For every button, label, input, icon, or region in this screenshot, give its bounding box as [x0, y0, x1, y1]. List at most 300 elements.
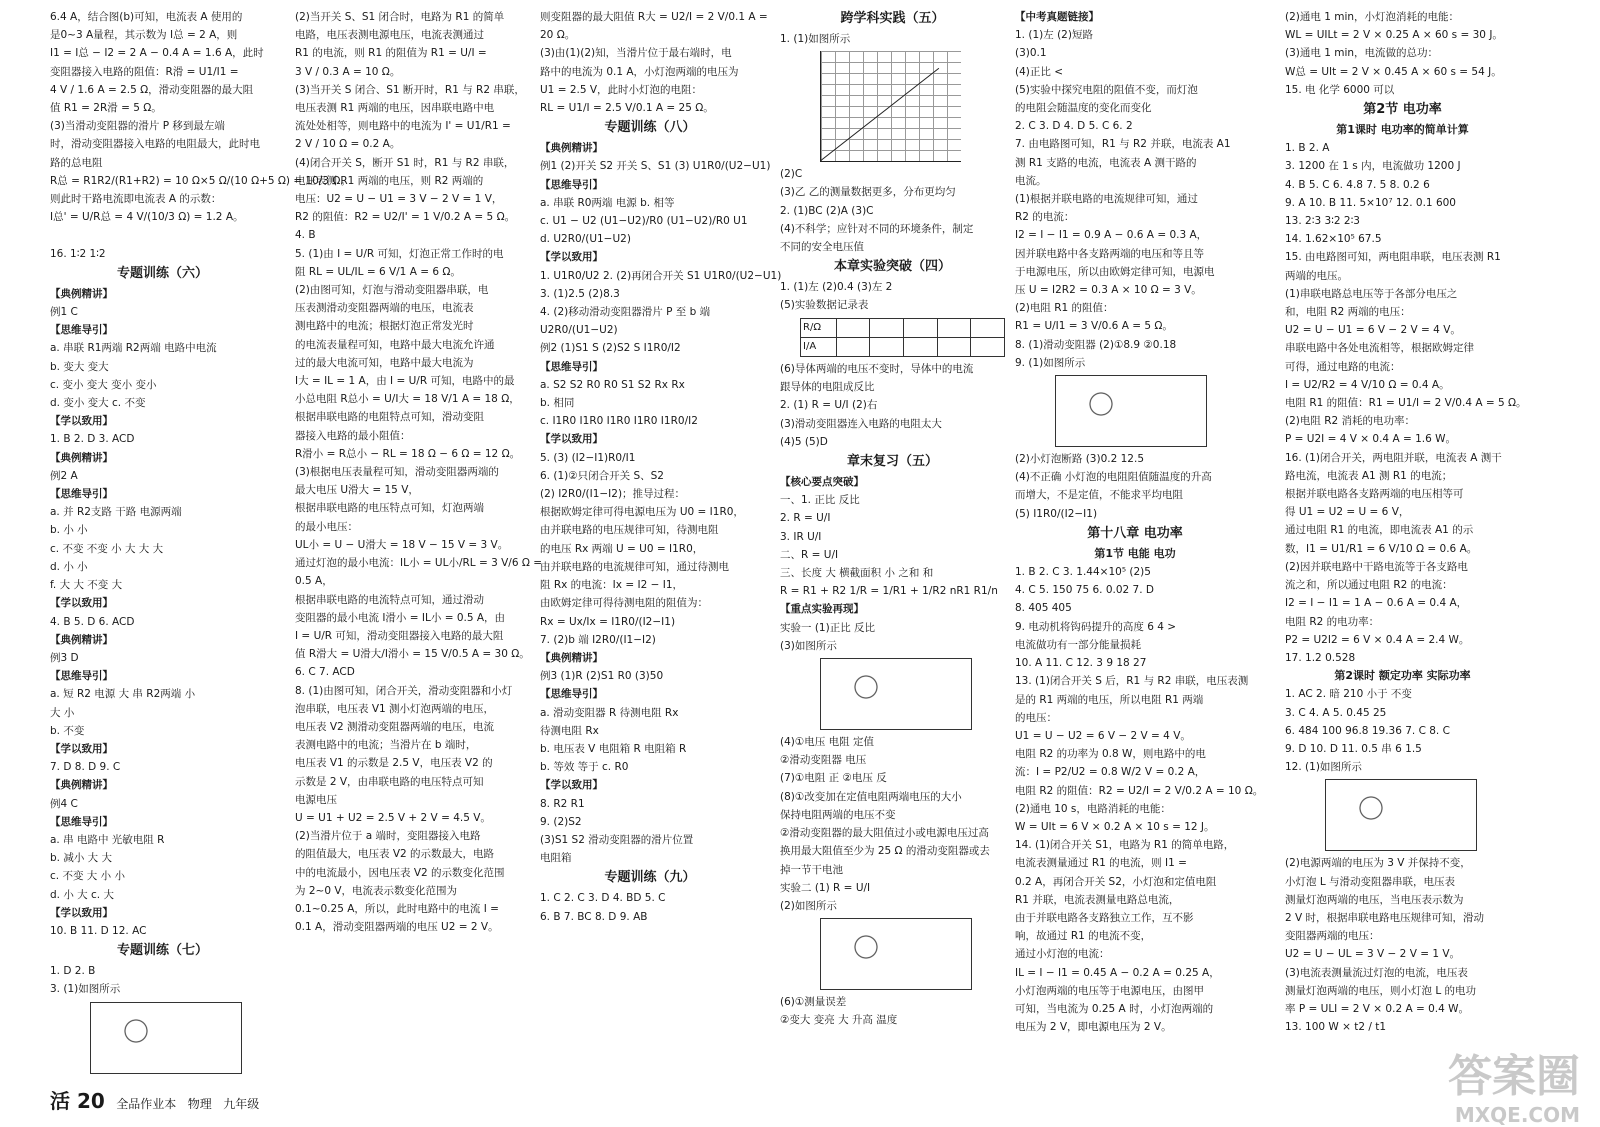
- answer-line: b. 小 小: [50, 524, 88, 537]
- table-cell: [904, 318, 938, 337]
- answer-line: 因并联电路中各支路两端的电压和等且等: [1015, 247, 1204, 260]
- answer-line: (7)①电阻 正 ②电压 反: [780, 772, 887, 785]
- answer-line: 路的总电阻: [50, 156, 103, 169]
- answer-line: I2 = I − I1 = 1 A − 0.6 A = 0.4 A，: [1285, 597, 1468, 610]
- answer-line: 例3 D: [50, 651, 79, 664]
- answer-line: 0.5 A，: [295, 575, 333, 588]
- answer-line: 两端的电压。: [1285, 269, 1348, 282]
- answer-line: (4)正比 <: [1015, 65, 1064, 78]
- section-tag: 【思维导引】: [50, 488, 113, 501]
- answer-line: 小灯泡 L 与滑动变阻器串联，电压表: [1285, 875, 1456, 888]
- answer-line: d. 小 大 c. 大: [50, 888, 114, 901]
- section-tag: 【学以致用】: [50, 597, 113, 610]
- answer-line: UL小 = U − U滑大 = 18 V − 15 V = 3 V。: [295, 538, 509, 551]
- answer-line: 4. B 5. D 6. ACD: [50, 615, 135, 628]
- answer-line: 是的 R1 两端的电压，所以电阻 R1 两端: [1015, 693, 1204, 706]
- iu-graph-figure: [820, 51, 961, 162]
- answer-line: (5)实验中探究电阻的阻值不变，而灯泡: [1015, 83, 1198, 96]
- answer-line: (2)由图可知，灯泡与滑动变阻器串联，电: [295, 284, 489, 297]
- answer-line: 和，电阻 R2 两端的电压：: [1285, 306, 1411, 319]
- section-tag: 【典例精讲】: [540, 142, 603, 155]
- answer-line: 例3 (1)R (2)S1 R0 (3)50: [540, 670, 664, 683]
- answer-line: 的电压：: [1015, 711, 1057, 724]
- answer-line: 9. A 10. B 11. 5×10⁷ 12. 0.1 600: [1285, 196, 1456, 209]
- answer-line: 跟导体的电阻成反比: [780, 381, 875, 394]
- answer-line: 的阻值最大，电压表 V2 的示数最大，电路: [295, 848, 495, 861]
- section-heading: 专题训练（六）: [116, 265, 208, 281]
- answer-line: 13. (1)闭合开关 S 后，R1 与 R2 串联，电压表测: [1015, 675, 1249, 688]
- watermark-text: 答案圈: [1448, 1051, 1580, 1102]
- section-tag: 【学以致用】: [540, 779, 603, 792]
- answer-line: 通过小灯泡的电流：: [1015, 948, 1110, 961]
- answer-line: 不同的安全电压值: [780, 241, 864, 254]
- answer-line: (2)当滑片位于 a 端时，变阻器接入电路: [295, 830, 481, 843]
- section-heading: 专题训练（九）: [604, 870, 696, 886]
- section-tag: 【典例精讲】: [50, 633, 113, 646]
- answer-column-6: [1285, 8, 1527, 1078]
- answer-line: 14. 1.62×10⁵ 67.5: [1285, 233, 1382, 246]
- answer-line: 8. R2 R1: [540, 797, 585, 810]
- answer-line: 待测电阻 Rx: [540, 724, 599, 737]
- answer-line: a. 并 R2支路 干路 电源两端: [50, 506, 182, 519]
- answer-line: 根据串联电路的电流特点可知，通过滑动: [295, 593, 484, 606]
- section-tag: 【思维导引】: [540, 178, 603, 191]
- section-tag: 【学以致用】: [540, 433, 603, 446]
- answer-line: 1. (1)如图所示: [780, 33, 851, 45]
- answer-line: 变阻器接入电路的阻值：R滑 = U1/I1 =: [50, 65, 239, 78]
- answer-line: 2 V 时，根据串联电路电压规律可知，滑动: [1285, 911, 1485, 924]
- answer-line: 3. C 4. A 5. 0.45 25: [1285, 706, 1387, 719]
- answer-line: 2. (1)BC (2)A (3)C: [780, 204, 874, 217]
- table-cell: [937, 318, 971, 337]
- section-tag: 【思维导引】: [50, 324, 113, 337]
- answer-line: (2) I2R0/(I1−I2)；推导过程：: [540, 488, 686, 501]
- answer-line: 14. (1)闭合开关 S1，电路为 R1 的简单电路，: [1015, 839, 1235, 852]
- table-cell: [870, 318, 904, 337]
- watermark-url: MXQE.COM: [1454, 1103, 1580, 1127]
- answer-line: 二、R = U/I: [780, 548, 839, 561]
- answer-line: 流：I = P2/U2 = 0.8 W/2 V = 0.2 A，: [1015, 766, 1206, 779]
- subsection-heading: 第1节 电能 电功: [1094, 546, 1176, 560]
- answer-line: 通过电阻 R1 的电流，即电流表 A1 的示: [1285, 524, 1474, 537]
- answer-line: 2. C 3. D 4. D 5. C 6. 2: [1015, 120, 1133, 133]
- answer-line: RL = U1/I = 2.5 V/0.1 A = 25 Ω。: [540, 102, 714, 115]
- table-cell: [971, 318, 1005, 337]
- circuit-diagram: [820, 918, 972, 990]
- answer-line: d. 小 小: [50, 560, 88, 573]
- section-tag: 【典例精讲】: [50, 287, 113, 300]
- answer-line: 例1 (2)开关 S2 开关 S、S1 (3) U1R0/(U2−U1): [540, 160, 771, 173]
- answer-line: (1)串联电路总电压等于各部分电压之: [1285, 287, 1458, 300]
- table-cell: [870, 337, 904, 356]
- answer-line: a. S2 S2 R0 R0 S1 S2 Rx Rx: [540, 378, 685, 391]
- answer-line: 电流表测量通过 R1 的电流，则 I1 =: [1015, 857, 1187, 870]
- answer-line: 阻 RL = UL/IL = 6 V/1 A = 6 Ω。: [295, 265, 461, 278]
- answer-line: 根据欧姆定律可得电源电压为 U0 = I1R0，: [540, 506, 744, 519]
- answer-line: 3. 1200 在 1 s 内，电流做功 1200 J: [1285, 160, 1461, 173]
- answer-line: 电压表 V1 的示数是 2.5 V，电压表 V2 的: [295, 757, 493, 770]
- answer-line: 小灯泡两端的电压等于电源电压，由图甲: [1015, 984, 1204, 997]
- answer-line: b. 减小 大 大: [50, 852, 113, 865]
- answer-line: 5. (3) (I2−I1)R0/I1: [540, 451, 636, 464]
- answer-line: 1. B 2. A: [1285, 142, 1330, 155]
- answer-line: (8)①改变加在定值电阻两端电压的大小: [780, 790, 962, 803]
- answer-line: 电阻箱: [540, 852, 572, 865]
- answer-line: 则变阻器的最大阻值 R大 = U2/I = 2 V/0.1 A =: [540, 11, 768, 23]
- answer-line: 7. (2)b 端 I2R0/(I1−I2): [540, 633, 656, 646]
- answer-line: WL = UILt = 2 V × 0.25 A × 60 s = 30 J。: [1285, 29, 1503, 42]
- answer-line: (1)根据并联电路的电流规律可知，通过: [1015, 193, 1198, 206]
- grade-name: 九年级: [223, 1097, 260, 1111]
- answer-line: 通过灯泡的最小电流：IL小 = UL小/RL = 3 V/6 Ω =: [295, 557, 543, 570]
- answer-line: 可得，通过电路的电流：: [1285, 360, 1401, 373]
- answer-line: 压表测滑动变阻器两端的电压，电流表: [295, 302, 474, 315]
- subsection-heading: 第1课时 电功率的简单计算: [1336, 123, 1469, 137]
- answer-line: (3)由(1)(2)知，当滑片位于最右端时，电: [540, 47, 732, 60]
- answer-line: a. 串联 R0两端 电源 b. 相等: [540, 196, 675, 209]
- answer-line: 6.4 A，结合图(b)可知，电流表 A 使用的: [50, 11, 243, 23]
- answer-line: 15. 电 化学 6000 可以: [1285, 83, 1395, 96]
- answer-line: R2 的阻值：R2 = U2/I' = 1 V/0.2 A = 5 Ω。: [295, 211, 516, 224]
- answer-line: (2)电源两端的电压为 3 V 并保持不变，: [1285, 857, 1471, 870]
- answer-line: 1. (1)左 (2)0.4 (3)左 2: [780, 281, 893, 294]
- answer-line: b. 等效 等于 c. R0: [540, 761, 629, 774]
- answer-line: (5) I1R0/(I2−I1): [1015, 507, 1098, 520]
- answer-line: b. 变大 变大: [50, 360, 109, 373]
- answer-line: 变阻器的最小电流 I滑小 = IL小 = 0.5 A，由: [295, 611, 506, 624]
- answer-line: 4. (2)移动滑动变阻器滑片 P 至 b 端: [540, 306, 711, 319]
- table-cell: I/A: [801, 337, 837, 356]
- answer-line: (3)电流表测量流过灯泡的电流，电压表: [1285, 966, 1468, 979]
- answer-line: U1 = 2.5 V，此时小灯泡的电阻：: [540, 83, 703, 96]
- table-cell: [937, 337, 971, 356]
- answer-line: R1 = U/I1 = 3 V/0.6 A = 5 Ω。: [1015, 320, 1173, 333]
- answer-line: 流处处相等，则电路中的电流为 I' = U1/R1 =: [295, 120, 511, 133]
- answer-line: 1. D 2. B: [50, 965, 96, 978]
- answer-line: 9. (2)S2: [540, 815, 582, 828]
- answer-line: 4. C 5. 150 75 6. 0.02 7. D: [1015, 584, 1154, 597]
- answer-line: R总 = R1R2/(R1+R2) = 10 Ω×5 Ω/(10 Ω+5 Ω) = 10/3 Ω。: [50, 174, 351, 187]
- answer-line: 路电流，电流表 A1 测 R1 的电流；: [1285, 469, 1453, 482]
- answer-line: 根据并联电路各支路两端的电压相等可: [1285, 488, 1464, 501]
- answer-line: 由并联电路的电压规律可知，待测电阻: [540, 524, 719, 537]
- answer-line: 0.2 A，再闭合开关 S2，小灯泡和定值电阻: [1015, 875, 1217, 888]
- section-tag: 【思维导引】: [540, 688, 603, 701]
- answer-line: (3)S1 S2 滑动变阻器的滑片位置: [540, 833, 694, 846]
- answer-line: 电流。: [1015, 174, 1047, 187]
- answer-line: 2. (1) R = U/I (2)右: [780, 399, 878, 412]
- answer-line: 电压表测 R1 两端的电压，因串联电路中电: [295, 102, 495, 115]
- section-tag: 【思维导引】: [540, 360, 603, 373]
- answer-line: 器接入电路的最小阻值：: [295, 429, 411, 442]
- answer-line: 得 U1 = U2 = U = 6 V，: [1285, 506, 1410, 519]
- answer-line: 4. B 5. C 6. 4.8 7. 5 8. 0.2 6: [1285, 178, 1430, 191]
- section-tag: 【中考真题链接】: [1015, 11, 1099, 23]
- answer-line: 掉一节干电池: [780, 863, 843, 876]
- answer-line: (2)当开关 S、S1 闭合时，电路为 R1 的简单: [295, 11, 505, 23]
- answer-line: R1 并联，电流表测量电路总电流，: [1015, 893, 1180, 906]
- answer-line: 16. (1)闭合开关，两电阻并联，电流表 A 测干: [1285, 451, 1502, 464]
- answer-line: 7. D 8. D 9. C: [50, 761, 121, 774]
- answer-line: 于电源电压，所以由欧姆定律可知，电源电: [1015, 265, 1215, 278]
- answer-line: 2. R = U/I: [780, 512, 831, 525]
- answer-line: 电压为 2 V，即电源电压为 2 V。: [1015, 1021, 1172, 1034]
- answer-line: 电阻 R2 的阻值：R2 = U2/I = 2 V/0.2 A = 10 Ω。: [1015, 784, 1264, 797]
- answer-line: 3 V / 0.3 A = 10 Ω。: [295, 65, 401, 78]
- answer-line: 15. 由电路图可知，两电阻串联，电压表测 R1: [1285, 251, 1501, 264]
- answer-line: a. 串 电路中 光敏电阻 R: [50, 833, 165, 846]
- answer-line: 0.1 A，滑动变阻器两端的电压 U2 = 2 V。: [295, 921, 499, 934]
- answer-line: 16. 1∶2 1∶2: [50, 247, 106, 260]
- answer-line: 是0~3 A量程，其示数为 I总 = 2 A，则: [50, 29, 238, 42]
- section-heading: 专题训练（七）: [116, 943, 208, 959]
- answer-line: 13. 2∶3 3∶2 2∶3: [1285, 215, 1360, 228]
- section-heading: 本章实验突破（四）: [833, 259, 951, 275]
- data-record-table: [800, 318, 1005, 357]
- answer-line: 保持电阻两端的电压不变: [780, 808, 896, 821]
- answer-line: 4. B: [295, 229, 316, 242]
- answer-line: 10. B 11. D 12. AC: [50, 924, 147, 937]
- answer-line: 示数是 2 V，由串联电路的电压特点可知: [295, 775, 484, 788]
- answer-line: 3. IR U/I: [780, 530, 822, 543]
- answer-line: U1 = U − U2 = 6 V − 2 V = 4 V。: [1015, 729, 1191, 742]
- answer-line: 最大电压 U滑大 = 15 V，: [295, 484, 419, 497]
- answer-line: 9. D 10. D 11. 0.5 串 6 1.5: [1285, 742, 1422, 755]
- answer-line: 6. 484 100 96.8 19.36 7. C 8. C: [1285, 724, 1450, 737]
- answer-line: [50, 226, 275, 244]
- answer-line: d. 变小 变大 c. 不变: [50, 397, 146, 410]
- answer-line: 根据串联电路的电压特点可知，灯泡两端: [295, 502, 484, 515]
- answer-line: 大 小: [50, 706, 75, 719]
- table-cell: [904, 337, 938, 356]
- answer-line: (2)如图所示: [780, 899, 837, 912]
- answer-line: 电流做功有一部分能量损耗: [1015, 638, 1141, 651]
- answer-line: 0.1~0.25 A，所以，此时电路中的电流 I =: [295, 902, 499, 915]
- answer-line: 中的电流最小，因电压表 V2 的示数变化范围: [295, 866, 505, 879]
- answer-column-3: [540, 8, 782, 1078]
- answer-line: 实验一 (1)正比 反比: [780, 621, 876, 634]
- answer-line: 1. C 2. C 3. D 4. BD 5. C: [540, 892, 666, 905]
- answer-line: (2)电阻 R2 消耗的电功率：: [1285, 415, 1416, 428]
- answer-line: 5. (1)由 I = U/R 可知，灯泡正常工作时的电: [295, 247, 504, 260]
- answer-line: d. U2R0/(U1−U2): [540, 233, 631, 246]
- answer-line: 由并联电路的电流规律可知，通过待测电: [540, 560, 729, 573]
- answer-line: (5)实验数据记录表: [780, 299, 869, 312]
- section-tag: 【学以致用】: [540, 251, 603, 264]
- answer-line: 的电流表量程可知，电路中最大电流允许通: [295, 338, 495, 351]
- section-tag: 【思维导引】: [50, 670, 113, 683]
- answer-line: 8. 405 405: [1015, 602, 1072, 615]
- section-heading: 第2节 电功率: [1363, 102, 1442, 118]
- section-tag: 【典例精讲】: [50, 779, 113, 792]
- section-tag: 【学以致用】: [50, 415, 113, 428]
- circuit-diagram: [1055, 375, 1207, 447]
- answer-line: R2 的电流：: [1015, 211, 1075, 224]
- answer-line: 可知，当电流为 0.25 A 时，小灯泡两端的: [1015, 1002, 1214, 1015]
- answer-line: (3)乙 乙的测量数据更多，分布更均匀: [780, 186, 956, 199]
- answer-line: 测 R1 支路的电流，电流表 A 测干路的: [1015, 156, 1197, 169]
- answer-line: 1. AC 2. 暗 210 小于 不变: [1285, 688, 1412, 701]
- answer-line: (2)C: [780, 168, 803, 181]
- answer-line: (4)①电压 电阻 定值: [780, 736, 874, 749]
- answer-line: 3. (1)如图所示: [50, 983, 121, 996]
- answer-line: 2 V / 10 Ω = 0.2 A。: [295, 138, 401, 151]
- answer-line: 例2 (1)S1 S (2)S2 S I1R0/I2: [540, 342, 681, 355]
- answer-line: 流之和，所以通过电阻 R2 的电流：: [1285, 579, 1453, 592]
- answer-line: 数，I1 = U1/R1 = 6 V/10 Ω = 0.6 A。: [1285, 542, 1478, 555]
- watermark-logo: [1380, 1040, 1580, 1127]
- answer-line: R滑小 = R总小 − RL = 18 Ω − 6 Ω = 12 Ω。: [295, 447, 521, 460]
- answer-line: ②变大 变亮 大 升高 温度: [780, 1014, 898, 1027]
- answer-line: 三、长度 大 横截面积 小 之和 和: [780, 567, 934, 580]
- answer-line: (2)电阻 R1 的阻值：: [1015, 302, 1114, 315]
- section-tag: 【典例精讲】: [540, 651, 603, 664]
- answer-line: I总' = U/R总 = 4 V/(10/3 Ω) = 1.2 A。: [50, 211, 244, 224]
- answer-line: 压 U = I2R2 = 0.3 A × 10 Ω = 3 V。: [1015, 284, 1202, 297]
- answer-line: a. 滑动变阻器 R 待测电阻 Rx: [540, 706, 679, 719]
- answer-line: 根据串联电路的电阻特点可知，滑动变阻: [295, 411, 484, 424]
- answer-line: c. 不变 大 小 小: [50, 870, 125, 883]
- table-cell: [836, 318, 870, 337]
- answer-line: 1. U1R0/U2 2. (2)再闭合开关 S1 U1R0/(U2−U1): [540, 269, 782, 282]
- answer-line: 1. B 2. C 3. 1.44×10⁵ (2)5: [1015, 566, 1151, 579]
- answer-line: 则此时干路电流即电流表 A 的示数：: [50, 193, 222, 206]
- answer-line: 由欧姆定律可得待测电阻的阻值为：: [540, 597, 708, 610]
- answer-line: (3)通电 1 min，电流做的总功：: [1285, 47, 1439, 60]
- answer-line: ②滑动变阻器的最大阻值过小或电源电压过高: [780, 827, 989, 840]
- answer-line: 的电压 Rx 两端 U = U0 = I1R0，: [540, 542, 704, 555]
- answer-line: 过的最大电流可知，电路中最大电流为: [295, 356, 474, 369]
- answer-line: 实验二 (1) R = U/I: [780, 881, 871, 894]
- answer-line: 3. (1)2.5 (2)8.3: [540, 287, 620, 300]
- answer-line: 1. B 2. D 3. ACD: [50, 433, 135, 446]
- answer-line: I = U2/R2 = 4 V/10 Ω = 0.4 A。: [1285, 378, 1450, 391]
- answer-line: 电阻 R2 的电功率：: [1285, 615, 1380, 628]
- answer-line: 8. (1)滑动变阻器 (2)①8.9 ②0.18: [1015, 338, 1177, 351]
- answer-line: 6. B 7. BC 8. D 9. AB: [540, 910, 648, 923]
- answer-line: a. 串联 R1两端 R2两端 电路中电流: [50, 342, 217, 355]
- answer-line: I = U/R 可知，滑动变阻器接入电路的最大阻: [295, 629, 504, 642]
- answer-line: U = U1 + U2 = 2.5 V + 2 V = 4.5 V。: [295, 811, 491, 824]
- answer-line: 12. (1)如图所示: [1285, 761, 1362, 774]
- answer-line: 9. 电动机将钩码提升的高度 6 4 >: [1015, 620, 1177, 633]
- answer-line: (2)因并联电路中干路电流等于各支路电: [1285, 560, 1468, 573]
- section-heading: 章末复习（五）: [846, 454, 938, 470]
- answer-line: P = U2I = 4 V × 0.4 A = 1.6 W。: [1285, 433, 1457, 446]
- answer-line: U2 = U − UL = 3 V − 2 V = 1 V。: [1285, 948, 1461, 961]
- answer-line: I大 = IL = 1 A，由 I = U/R 可知，电路中的最: [295, 375, 515, 388]
- answer-line: c. I1R0 I1R0 I1R0 I1R0 I1R0/I2: [540, 415, 698, 428]
- answer-line: (2)通电 10 s，电路消耗的电能：: [1015, 802, 1171, 815]
- answer-line: 一、1. 正比 反比: [780, 494, 860, 507]
- circuit-diagram: [1325, 779, 1477, 851]
- answer-line: (6)导体两端的电压不变时，导体中的电流: [780, 363, 974, 376]
- series-name: 全品作业本: [116, 1097, 177, 1111]
- answer-line: 10. A 11. C 12. 3 9 18 27: [1015, 657, 1147, 670]
- answer-line: 值 R滑大 = U滑大/I滑小 = 15 V/0.5 A = 30 Ω。: [295, 648, 530, 661]
- answer-line: 7. 由电路图可知，R1 与 R2 并联，电流表 A1: [1015, 138, 1231, 151]
- section-tag: 【重点实验再现】: [780, 603, 864, 616]
- circuit-diagram: [90, 1002, 242, 1074]
- answer-line: 的最小电压：: [295, 520, 358, 533]
- answer-line: 测量灯泡两端的电压，当电压表示数为: [1285, 893, 1464, 906]
- subject-name: 物理: [187, 1097, 212, 1111]
- answer-line: I1 = I总 − I2 = 2 A − 0.4 A = 1.6 A，此时: [50, 47, 264, 60]
- answer-line: 的电阻会随温度的变化而变化: [1015, 102, 1152, 115]
- answer-line: 电压：U2 = U − U1 = 3 V − 2 V = 1 V，: [295, 193, 503, 206]
- answer-line: 阻 Rx 的电流：Ix = I2 − I1，: [540, 579, 683, 592]
- answer-line: U2 = U − U1 = 6 V − 2 V = 4 V。: [1285, 324, 1461, 337]
- answer-line: 20 Ω。: [540, 29, 576, 42]
- answer-line: W = UIt = 6 V × 0.2 A × 10 s = 12 J。: [1015, 820, 1215, 833]
- answer-line: c. U1 − U2 (U1−U2)/R0 (U1−U2)/R0 U1: [540, 215, 748, 228]
- answer-line: (3)当滑动变阻器的滑片 P 移到最左端: [50, 120, 225, 133]
- answer-line: 电源电压: [295, 793, 337, 806]
- answer-line: 1. (1)左 (2)短路: [1015, 29, 1093, 42]
- answer-line: 13. 100 W × t2 / t1: [1285, 1021, 1387, 1034]
- section-tag: 【学以致用】: [50, 742, 113, 755]
- answer-line: (3)根据电压表量程可知，滑动变阻器两端的: [295, 466, 499, 479]
- page-footer: [50, 1085, 259, 1114]
- section-heading: 第十八章 电功率: [1087, 525, 1183, 541]
- answer-line: 换用最大阻值至少为 25 Ω 的滑动变阻器或去: [780, 845, 990, 858]
- answer-line: I2 = I − I1 = 0.9 A − 0.6 A = 0.3 A，: [1015, 229, 1208, 242]
- answer-line: (4)5 (5)D: [780, 435, 828, 448]
- answer-line: 小总电阻 R总小 = U/I大 = 18 V/1 A = 18 Ω，: [295, 393, 520, 406]
- section-heading: 跨学科实践（五）: [840, 11, 945, 26]
- answer-line: 例4 C: [50, 797, 78, 810]
- answer-line: 电阻 R2 的功率为 0.8 W，则电路中的电: [1015, 748, 1206, 761]
- answer-line: (2)小灯泡断路 (3)0.2 12.5: [1015, 453, 1144, 466]
- answer-line: 电压表测 R1 两端的电压，则 R2 两端的: [295, 174, 484, 187]
- answer-line: (4)不正确 小灯泡的电阻阻值随温度的升高: [1015, 471, 1212, 484]
- section-tag: 【核心要点突破】: [780, 476, 864, 489]
- section-tag: 【学以致用】: [50, 906, 113, 919]
- answer-column-2: [295, 8, 543, 1078]
- answer-line: 17. 1.2 0.528: [1285, 651, 1356, 664]
- answer-line: f. 大 大 不变 大: [50, 579, 123, 592]
- answer-line: 泡串联，电压表 V1 测小灯泡两端的电压，: [295, 702, 495, 715]
- answer-column-5: [1015, 8, 1264, 1078]
- answer-line: W总 = UIt = 2 V × 0.45 A × 60 s = 54 J。: [1285, 65, 1502, 78]
- page-number: 活 20: [50, 1089, 105, 1113]
- answer-line: 电路，电压表测电源电压，电流表测通过: [295, 29, 484, 42]
- answer-line: 8. (1)由图可知，闭合开关，滑动变阻器和小灯: [295, 684, 513, 697]
- answer-line: 变阻器两端的电压：: [1285, 930, 1380, 943]
- answer-line: 时，滑动变阻器接入电路的电阻最大，此时电: [50, 138, 260, 151]
- answer-line: 例2 A: [50, 469, 78, 482]
- answer-line: 表测电路中的电流；当滑片在 b 端时，: [295, 739, 477, 752]
- answer-line: 而增大，不是定值，不能求平均电阻: [1015, 489, 1183, 502]
- answer-line: (4)不科学；应针对不同的环境条件，制定: [780, 222, 974, 235]
- answer-line: 9. (1)如图所示: [1015, 356, 1086, 369]
- section-tag: 【思维导引】: [50, 815, 113, 828]
- answer-line: 响，故通过 R1 的电流不变，: [1015, 930, 1152, 943]
- section-tag: 【典例精讲】: [50, 451, 113, 464]
- answer-line: (4)闭合开关 S，断开 S1 时，R1 与 R2 串联，: [295, 156, 515, 169]
- answer-line: c. 变小 变大 变小 变小: [50, 378, 157, 391]
- table-cell: [836, 337, 870, 356]
- answer-line: c. 不变 不变 小 大 大 大: [50, 542, 164, 555]
- answer-line: 6. C 7. ACD: [295, 666, 355, 679]
- answer-line: a. 短 R2 电源 大 串 R2两端 小: [50, 688, 196, 701]
- answer-line: 测量灯泡两端的电压，则小灯泡 L 的电功: [1285, 984, 1477, 997]
- answer-line: R = R1 + R2 1/R = 1/R1 + 1/R2 nR1 R1/n: [780, 585, 998, 598]
- answer-line: 测电路中的电流；根据灯泡正常发光时: [295, 320, 474, 333]
- answer-line: 电阻 R1 的阻值：R1 = U1/I = 2 V/0.4 A = 5 Ω。: [1285, 397, 1527, 410]
- answer-line: Rx = Ux/Ix = I1R0/(I2−I1): [540, 615, 676, 628]
- answer-line: 例1 C: [50, 306, 78, 319]
